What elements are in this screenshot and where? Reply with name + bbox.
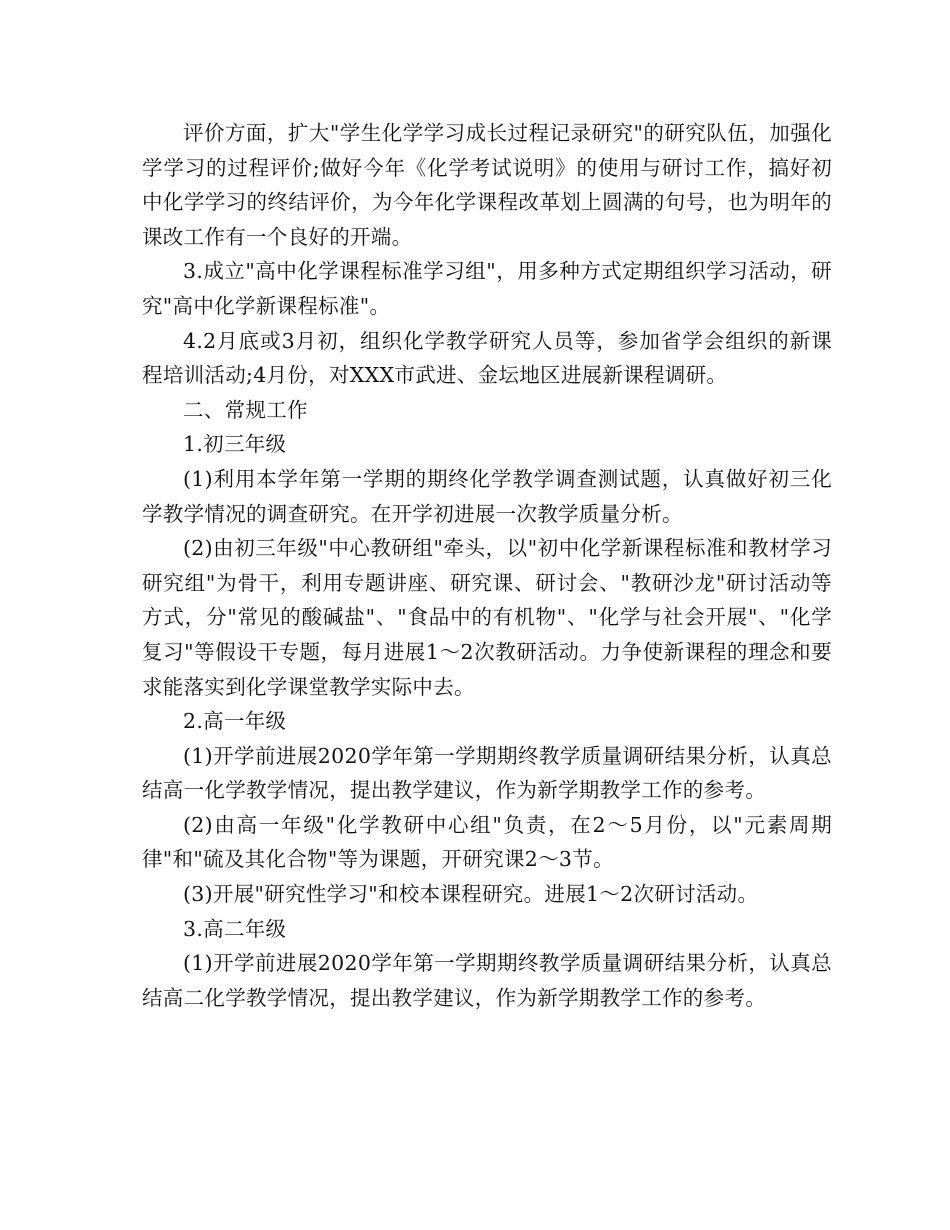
paragraph-evaluation: 评价方面，扩大"学生化学学习成长过程记录研究"的研究队伍，加强化学学习的过程评价;做好今年《化学考试说明》的使用与研讨工作，搞好初中化学学习的终结评价，为今年化学课程改革划上圆满的句号，也为明年的课改工作有一个良好的开端。 [142, 121, 832, 249]
paragraph-grade-9-item-1: (1)利用本学年第一学期的期终化学教学调查测试题，认真做好初三化学教学情况的调查研究。在开学初进展一次教学质量分析。 [142, 466, 832, 526]
paragraph-grade-10-item-1: (1)开学前进展2020学年第一学期期终教学质量调研结果分析，认真总结高一化学教学情况，提出教学建议，作为新学期教学工作的参考。 [142, 743, 832, 803]
paragraph-grade-11-item-1: (1)开学前进展2020学年第一学期期终教学质量调研结果分析，认真总结高二化学教学情况，提出教学建议，作为新学期教学工作的参考。 [142, 951, 832, 1010]
paragraph-grade-9-item-2: (2)由初三年级"中心教研组"牵头，以"初中化学新课程标准和教材学习研究组"为骨干，利用专题讲座、研究课、研讨会、"教研沙龙"研讨活动等方式，分"常见的酸碱盐"、"食品中的有机物"、"化学与社会开展"、"化学复习"等假设干专题，每月进展1～2次教研活动。力争使新课程的理念和要求能落实到化学课堂教学实际中去。 [142, 536, 832, 699]
document-page [142, 116, 832, 1015]
paragraph-item-4: 4.2月底或3月初，组织化学教学研究人员等，参加省学会组织的新课程培训活动;4月份，对XXX市武进、金坛地区进展新课程调研。 [142, 328, 832, 388]
subheading-grade-10: 2.高一年级 [183, 709, 287, 734]
paragraph-grade-10-item-2: (2)由高一年级"化学教研中心组"负责，在2～5月份，以"元素周期律"和"硫及其化合物"等为课题，开研究课2～3节。 [142, 812, 832, 872]
subheading-grade-9: 1.初三年级 [183, 432, 287, 457]
subheading-grade-11: 3.高二年级 [183, 916, 287, 941]
paragraph-grade-10-item-3: (3)开展"研究性学习"和校本课程研究。进展1～2次研讨活动。 [183, 882, 759, 907]
section-heading-routine-work: 二、常规工作 [183, 397, 308, 422]
paragraph-item-3: 3.成立"高中化学课程标准学习组"，用多种方式定期组织学习活动，研究"高中化学新课程标准"。 [142, 259, 832, 318]
